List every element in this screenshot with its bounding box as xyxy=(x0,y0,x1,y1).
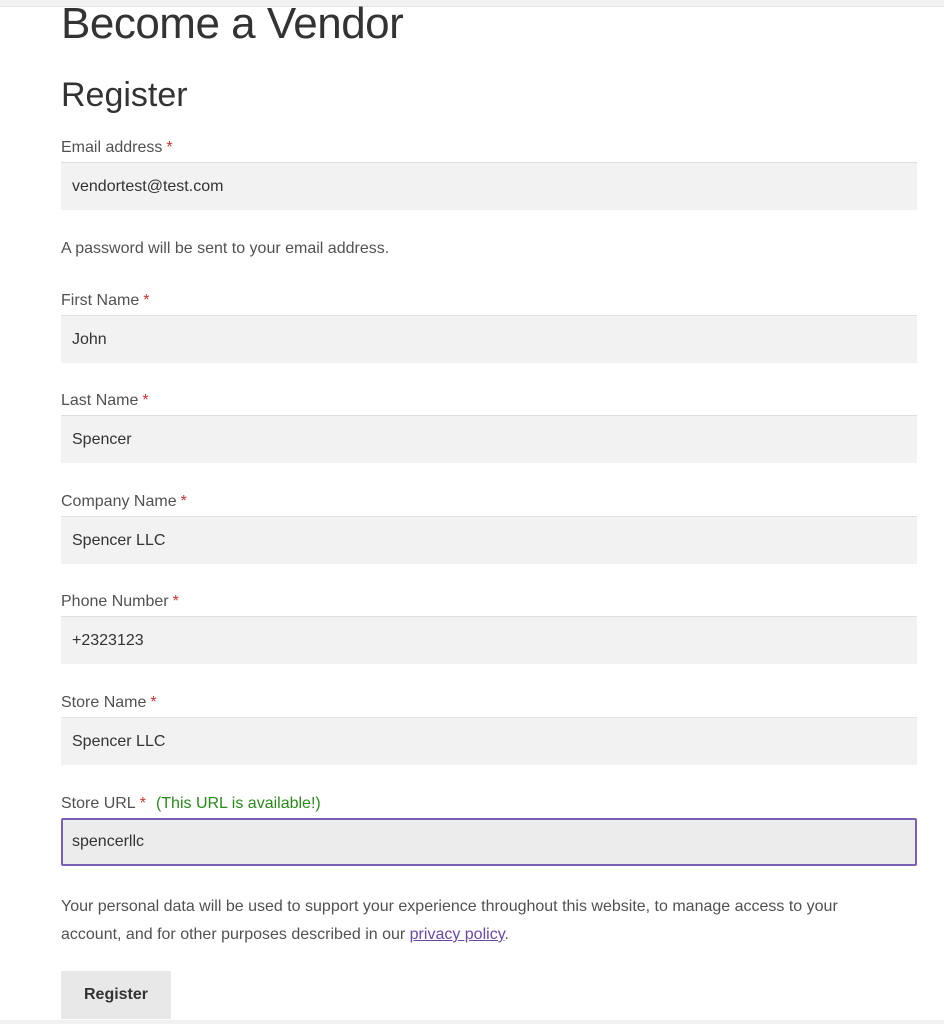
section-title: Register xyxy=(61,76,188,114)
last-name-label-text: Last Name xyxy=(61,392,139,409)
phone-label-text: Phone Number xyxy=(61,593,169,610)
privacy-text-after: . xyxy=(504,926,509,943)
email-label-text: Email address xyxy=(61,139,163,156)
password-note: A password will be sent to your email address. xyxy=(61,240,390,257)
required-marker: * xyxy=(150,694,157,711)
required-marker: * xyxy=(166,139,173,156)
required-marker: * xyxy=(142,392,149,409)
privacy-text-before: Your personal data will be used to support your experience throughout this website, to manage access to your account, and for other purposes described in our xyxy=(61,898,838,943)
store-url-label-text: Store URL xyxy=(61,795,136,812)
email-input[interactable] xyxy=(61,162,917,210)
required-marker: * xyxy=(172,593,179,610)
bottom-strip xyxy=(0,1020,944,1024)
company-name-label xyxy=(61,492,187,512)
register-button[interactable]: Register xyxy=(61,971,171,1019)
required-marker: * xyxy=(139,795,146,812)
url-availability-status: (This URL is available!) xyxy=(155,795,321,812)
phone-input[interactable] xyxy=(61,616,917,664)
page-title: Become a Vendor xyxy=(61,0,404,48)
first-name-input[interactable] xyxy=(61,315,917,363)
store-url-label xyxy=(61,794,321,814)
store-url-input[interactable] xyxy=(61,818,917,866)
first-name-label-text: First Name xyxy=(61,292,140,309)
phone-label xyxy=(61,592,179,612)
store-name-label xyxy=(61,693,157,713)
privacy-notice xyxy=(61,893,881,949)
required-marker: * xyxy=(180,493,187,510)
privacy-policy-link[interactable]: privacy policy xyxy=(409,926,505,943)
company-name-input[interactable] xyxy=(61,516,917,564)
store-name-label-text: Store Name xyxy=(61,694,147,711)
last-name-label xyxy=(61,391,149,411)
required-marker: * xyxy=(143,292,150,309)
email-label xyxy=(61,138,173,158)
first-name-label xyxy=(61,291,149,311)
store-name-input[interactable] xyxy=(61,717,917,765)
company-name-label-text: Company Name xyxy=(61,493,177,510)
last-name-input[interactable] xyxy=(61,415,917,463)
